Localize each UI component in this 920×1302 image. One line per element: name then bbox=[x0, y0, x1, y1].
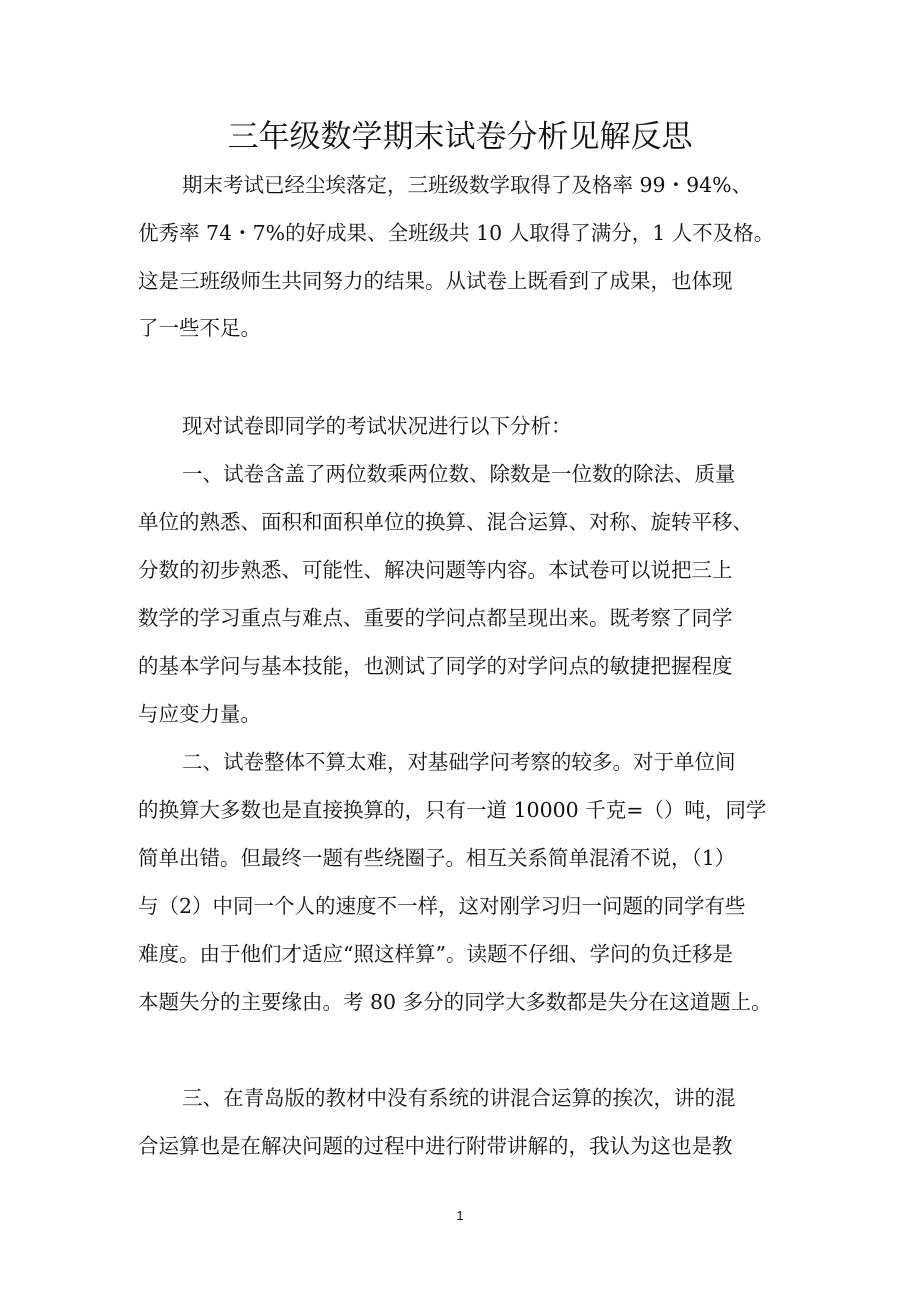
paragraph-3-line-6: 与应变力量。 bbox=[138, 702, 261, 726]
paragraph-3-line-5: 的基本学问与基本技能，也测试了同学的对学问点的敏捷把握程度 bbox=[138, 654, 733, 678]
paragraph-5-line-2: 合运算也是在解决问题的过程中进行附带讲解的，我认为这也是教 bbox=[138, 1134, 733, 1158]
paragraph-3-line-1: 一、试卷含盖了两位数乘两位数、除数是一位数的除法、质量 bbox=[182, 462, 736, 486]
paragraph-3-line-2: 单位的熟悉、面积和面积单位的换算、混合运算、对称、旋转平移、 bbox=[138, 510, 753, 534]
document-title: 三年级数学期末试卷分析见解反思 bbox=[227, 119, 693, 155]
paragraph-5-line-1: 三、在青岛版的教材中没有系统的讲混合运算的挨次，讲的混 bbox=[182, 1086, 736, 1110]
paragraph-4-line-6: 本题失分的主要缘由。考 80 多分的同学大多数都是失分在这道题上。 bbox=[138, 990, 772, 1014]
paragraph-4-line-1: 二、试卷整体不算太难，对基础学问考察的较多。对于单位间 bbox=[182, 750, 736, 774]
paragraph-1-line-2: 优秀率 74・7%的好成果、全班级共 10 人取得了满分，1 人不及格。 bbox=[138, 221, 775, 245]
paragraph-2-line-1: 现对试卷即同学的考试状况进行以下分析： bbox=[182, 414, 572, 438]
paragraph-3-line-3: 分数的初步熟悉、可能性、解决问题等内容。本试卷可以说把三上 bbox=[138, 558, 733, 582]
paragraph-4-line-4: 与（2）中同一个人的速度不一样，这对刚学习归一问题的同学有些 bbox=[138, 894, 746, 918]
paragraph-1-line-1: 期末考试已经尘埃落定，三班级数学取得了及格率 99・94%、 bbox=[182, 173, 753, 197]
paragraph-4-line-2: 的换算大多数也是直接换算的，只有一道 10000 千克=（）吨，同学 bbox=[138, 798, 767, 822]
paragraph-3-line-4: 数学的学习重点与难点、重要的学问点都呈现出来。既考察了同学 bbox=[138, 606, 733, 630]
paragraph-1-line-3: 这是三班级师生共同努力的结果。从试卷上既看到了成果，也体现 bbox=[138, 269, 733, 293]
page-number: 1 bbox=[456, 1208, 464, 1223]
paragraph-4-line-5: 难度。由于他们才适应“照这样算”。读题不仔细、学问的负迁移是 bbox=[138, 942, 733, 966]
paragraph-1-line-4: 了一些不足。 bbox=[138, 316, 261, 340]
paragraph-4-line-3: 简单出错。但最终一题有些绕圈子。相互关系简单混淆不说，（1） bbox=[138, 846, 736, 870]
